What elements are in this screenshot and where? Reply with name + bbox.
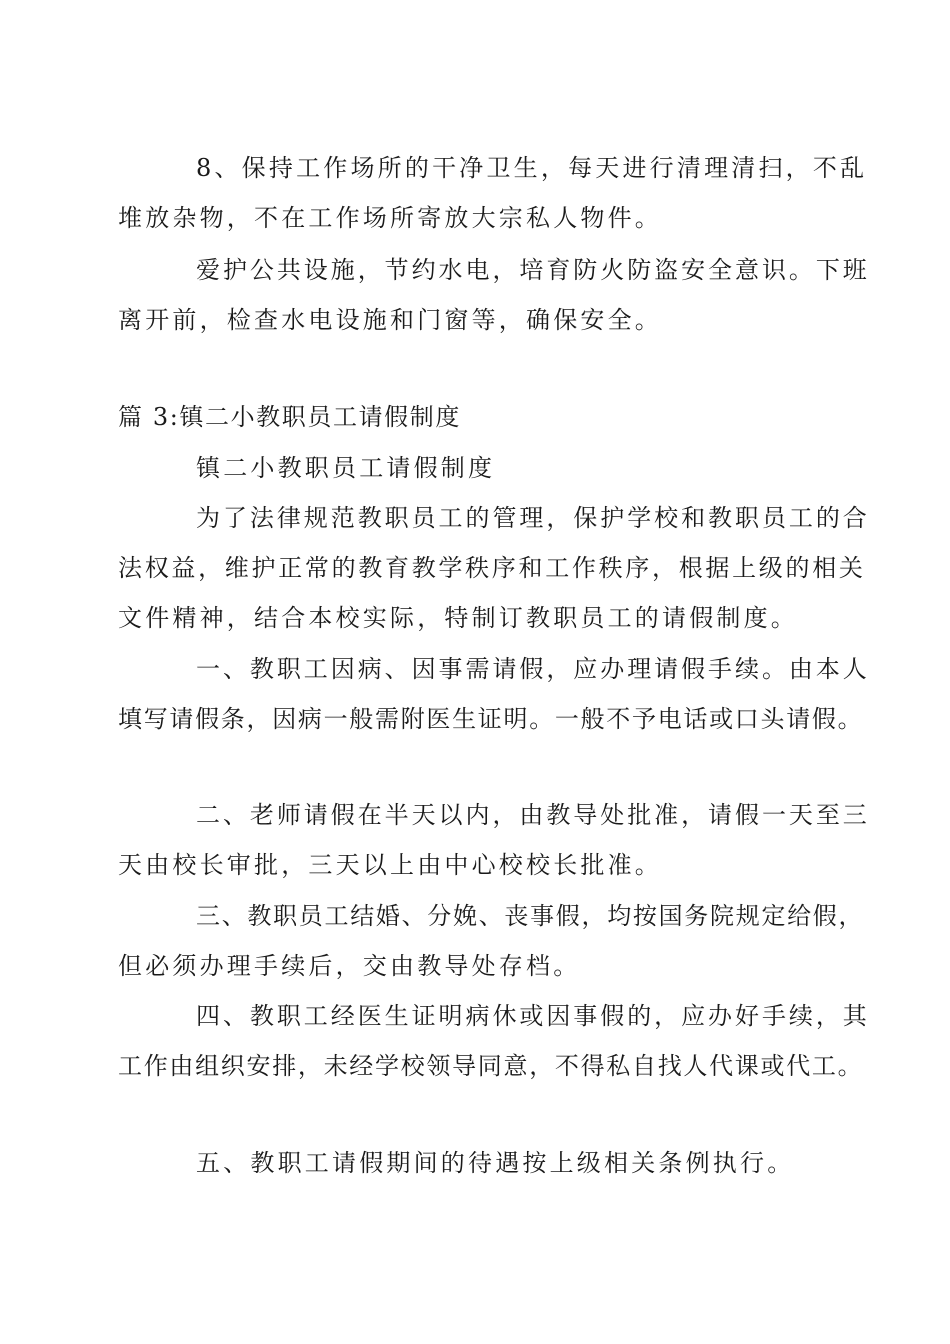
paragraph-line: 二、老师请假在半天以内，由教导处批准，请假一天至三: [196, 801, 870, 829]
section-heading: 篇 3:镇二小教职员工请假制度: [118, 403, 461, 431]
paragraph-line: 爱护公共设施，节约水电，培育防火防盗安全意识。下班: [196, 256, 870, 284]
paragraph-line: 工作由组织安排，未经学校领导同意，不得私自找人代课或代工。: [118, 1052, 864, 1080]
paragraph-line: 8、保持工作场所的干净卫生，每天进行清理清扫，不乱: [196, 154, 868, 182]
paragraph-line: 为了法律规范教职员工的管理，保护学校和教职员工的合: [196, 504, 870, 532]
paragraph-line: 离开前，检查水电设施和门窗等，确保安全。: [118, 306, 662, 334]
document-title: 镇二小教职员工请假制度: [196, 454, 496, 482]
paragraph-line: 填写请假条，因病一般需附医生证明。一般不予电话或口头请假。: [118, 705, 864, 733]
paragraph-line: 五、教职工请假期间的待遇按上级相关条例执行。: [196, 1149, 795, 1177]
paragraph-line: 法权益，维护正常的教育教学秩序和工作秩序，根据上级的相关: [118, 554, 866, 582]
paragraph-line: 堆放杂物，不在工作场所寄放大宗私人物件。: [118, 204, 662, 232]
paragraph-line: 天由校长审批，三天以上由中心校校长批准。: [118, 851, 662, 879]
paragraph-line: 四、教职工经医生证明病休或因事假的，应办好手续，其: [196, 1002, 870, 1030]
paragraph-line: 三、教职员工结婚、分娩、丧事假，均按国务院规定给假，: [196, 902, 865, 930]
paragraph-line: 但必须办理手续后，交由教导处存档。: [118, 952, 581, 980]
paragraph-line: 文件精神，结合本校实际，特制订教职员工的请假制度。: [118, 604, 798, 632]
paragraph-line: 一、教职工因病、因事需请假，应办理请假手续。由本人: [196, 655, 870, 683]
